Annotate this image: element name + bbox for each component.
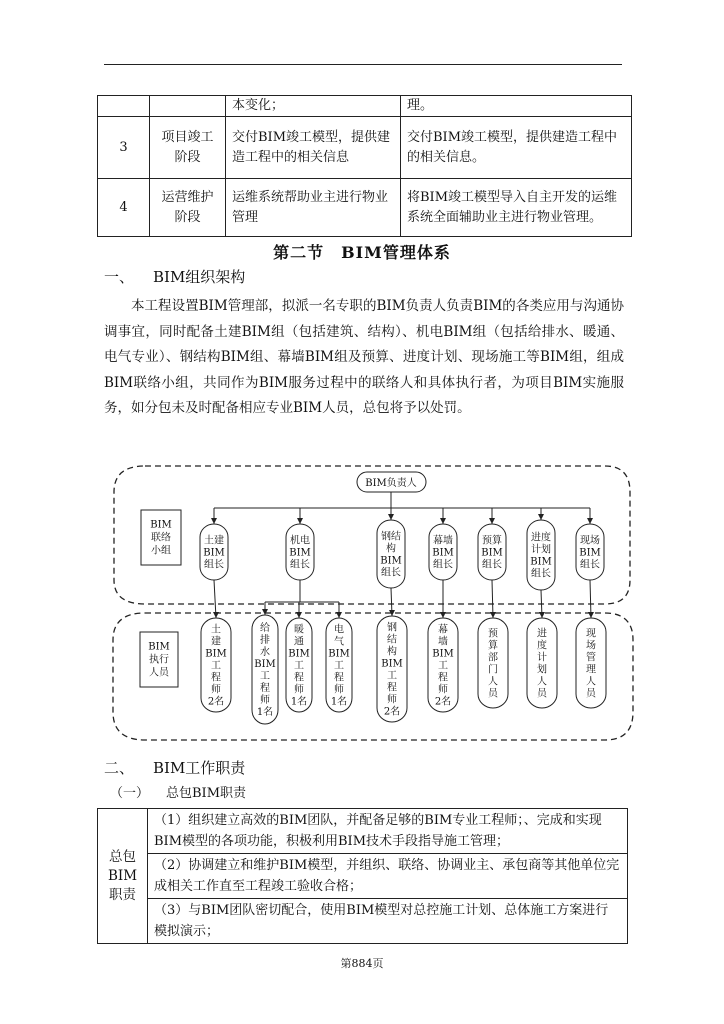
- heading-3-number: （一）: [110, 786, 150, 801]
- liaison-label-line: 联络: [151, 532, 171, 544]
- staff-nodes: [201, 615, 606, 724]
- leader-node-label: BIM: [481, 547, 503, 559]
- staff-node-label: 程: [211, 672, 221, 684]
- duty-item: （2）协调建立和维护BIM模型，并组织、联络、协调业主、承包商等其他单位完成相关工作直至工程竣工验收合格；: [148, 854, 628, 899]
- head-label: BIM负责人: [365, 478, 417, 489]
- staff-node-label: 排: [260, 635, 270, 646]
- staff-node: [201, 618, 231, 712]
- staff-node-label: 师: [211, 684, 221, 696]
- arrowhead: [538, 514, 544, 520]
- duties-label-text: 总包 BIM 职责: [107, 848, 138, 903]
- arrowhead: [588, 612, 594, 618]
- staff-node: [527, 618, 557, 708]
- staff-node: [286, 618, 312, 712]
- liaison-label: [150, 520, 172, 557]
- staff-node-label: 工: [211, 660, 221, 672]
- leader-nodes: [200, 520, 604, 590]
- staff-node-label: 工: [387, 670, 397, 682]
- page-number: 第884页: [340, 957, 384, 970]
- content-cell: 本变化；: [226, 96, 401, 117]
- row-number: 4: [98, 179, 150, 237]
- content-cell: 运维系统帮助业主进行物业管理: [226, 179, 401, 237]
- leader-node: [576, 524, 604, 580]
- content-cell: 将BIM竣工模型导入自主开发的运维系统全面辅助业主进行物业管理。: [401, 179, 632, 237]
- arrowhead: [440, 518, 446, 524]
- content-cell: 理。: [401, 96, 632, 117]
- staff-node-label: 建: [211, 636, 221, 648]
- leader-node-label: BIM: [203, 547, 225, 559]
- leader-node-label: BIM: [432, 547, 454, 559]
- table-row: [98, 854, 628, 899]
- leader-node-label: 组长: [433, 559, 453, 571]
- exec-label: [148, 642, 170, 679]
- staff-node-label: 程: [294, 672, 304, 684]
- staff-node-label: 人: [488, 676, 498, 688]
- liaison-label-line: BIM: [150, 519, 172, 531]
- duty-item: （1）组织建立高效的BIM团队，并配备足够的BIM专业工程师；、完成和实现BIM模型的各项功能，积极利用BIM技术手段指导施工管理；: [148, 809, 628, 854]
- duties-label: [98, 809, 148, 944]
- phase-cell: 运营维护阶段: [150, 179, 226, 237]
- staff-node-label: 1名: [330, 696, 348, 708]
- arrowhead: [489, 518, 495, 524]
- arrowhead: [440, 612, 446, 618]
- arrowhead: [388, 514, 394, 520]
- paragraph-text: 本工程设置BIM管理部，拟派一名专职的BIM负责人负责BIM的各类应用与沟通协调事宜，同时配备土建BIM组（包括建筑、结构）、机电BIM组（包括给排水、暖通、电气专业）、钢结构BIM组、幕墙BIM组及预算、进度计划、现场施工等BIM组，组成BIM联络小组，共同作为BIM服务过程中的联络人和具体执行者，为项目BIM实施服务，如分包未及时配备相应专业BIM人员，总包将予以处罚。: [104, 298, 624, 416]
- staff-node-label: 2名: [383, 706, 401, 718]
- staff-node-label: 预: [488, 628, 498, 640]
- staff-node-label: 门: [488, 664, 498, 676]
- section-title: 第二节 BIM管理体系: [273, 243, 451, 262]
- staff-node-label: 工: [294, 660, 304, 672]
- staff-node-label: BIM: [328, 648, 350, 660]
- staff-node-label: 计: [537, 652, 547, 664]
- leader-node-label: 现场: [580, 535, 600, 547]
- row-number: 3: [98, 117, 150, 179]
- staff-node-label: BIM: [205, 648, 227, 660]
- table-row: [98, 899, 628, 944]
- staff-node: [326, 618, 352, 712]
- heading-1-number: 一、: [104, 268, 135, 286]
- staff-node-label: 程: [387, 682, 397, 694]
- leader-node-label: 组长: [482, 559, 502, 571]
- staff-node-label: 钢: [387, 622, 397, 634]
- staff-node-label: 暖: [294, 624, 304, 636]
- staff-node-label: 管: [586, 652, 596, 664]
- leader-node: [286, 524, 314, 580]
- staff-node-label: 人: [537, 676, 547, 688]
- leader-node-label: 组长: [290, 559, 310, 571]
- arrowhead: [262, 609, 268, 615]
- leader-node: [429, 524, 457, 580]
- leader-node-label: 组长: [531, 568, 551, 580]
- staff-node-label: 1名: [256, 707, 274, 718]
- arrowhead: [490, 612, 496, 618]
- staff-node-label: 进: [537, 628, 547, 640]
- staff-node-label: 工: [438, 660, 448, 672]
- staff-node-label: 现: [586, 628, 596, 640]
- staff-node-label: 电: [334, 624, 344, 636]
- leader-node-label: 计划: [531, 544, 551, 556]
- staff-node-label: 水: [260, 647, 270, 658]
- staff-node-label: 师: [334, 684, 344, 696]
- leader-node-label: 组长: [381, 567, 401, 579]
- heading-1-text: BIM组织架构: [153, 268, 246, 286]
- staff-node: [478, 618, 508, 708]
- staff-node-label: 工: [260, 671, 270, 682]
- staff-node-label: 构: [387, 646, 397, 658]
- staff-node-label: 员: [586, 688, 596, 700]
- staff-node: [377, 616, 407, 722]
- arrowhead: [587, 518, 593, 524]
- duties-table: [97, 808, 628, 944]
- staff-node-label: 程: [260, 683, 270, 694]
- staff-node-label: 程: [334, 672, 344, 684]
- staff-node-label: BIM: [288, 648, 310, 660]
- staff-node-label: 员: [537, 688, 547, 700]
- arrowhead: [336, 612, 342, 618]
- heading-2-number: 二、: [104, 759, 135, 777]
- staff-node-label: 工: [334, 660, 344, 672]
- staff-node-label: 1名: [290, 696, 308, 708]
- duty-item: （3）与BIM团队密切配合，使用BIM模型对总控施工计划、总体施工方案进行模拟演示；: [148, 899, 628, 944]
- table-row: [98, 809, 628, 854]
- leader-node-label: BIM: [289, 547, 311, 559]
- leader-node: [200, 524, 228, 580]
- staff-node-label: 理: [586, 664, 596, 676]
- leader-node-label: 组长: [580, 559, 600, 571]
- staff-node-label: 算: [488, 640, 498, 652]
- leader-node-label: 进度: [531, 532, 551, 544]
- content-cell: 交付BIM竣工模型，提供建造工程中的相关信息。: [401, 117, 632, 179]
- arrowhead: [211, 518, 217, 524]
- staff-node-label: 师: [387, 694, 397, 706]
- staff-node-label: 结: [387, 634, 397, 646]
- leader-node-label: 组长: [204, 559, 224, 571]
- staff-node-label: 2名: [207, 696, 225, 708]
- content-cell: 交付BIM竣工模型，提供建造工程中的相关信息: [226, 117, 401, 179]
- staff-node-label: BIM: [381, 658, 403, 670]
- arrowhead: [539, 612, 545, 618]
- arrowhead: [213, 612, 219, 618]
- staff-node-label: 度: [537, 640, 547, 652]
- exec-label-line: 执行: [149, 654, 169, 666]
- staff-node-label: BIM: [432, 648, 454, 660]
- arrowhead: [297, 518, 303, 524]
- staff-node-label: 2名: [434, 696, 452, 708]
- leader-node-label: BIM: [530, 556, 552, 568]
- staff-node-label: 师: [294, 684, 304, 696]
- leader-node: [527, 520, 555, 590]
- staff-node-label: 划: [537, 664, 547, 676]
- leader-node-label: 构: [386, 543, 396, 555]
- staff-node-label: 程: [438, 672, 448, 684]
- staff-node-label: 墙: [438, 636, 448, 648]
- leader-node-label: 钢结: [381, 531, 401, 543]
- staff-node-label: 师: [438, 684, 448, 696]
- staff-node: [252, 615, 278, 724]
- leader-node-label: 预算: [482, 535, 502, 547]
- staff-node-label: 场: [586, 640, 596, 652]
- staff-node-label: 师: [260, 695, 270, 706]
- staff-node-label: 气: [334, 636, 344, 648]
- arrowhead: [296, 612, 302, 618]
- staff-node-label: 人: [586, 676, 596, 688]
- staff-node-label: 员: [488, 688, 498, 700]
- leader-node: [478, 524, 506, 580]
- staff-node-label: BIM: [254, 659, 276, 670]
- staff-node-label: 部: [488, 652, 498, 664]
- heading-3-text: 总包BIM职责: [166, 786, 246, 801]
- heading-2-text: BIM工作职责: [153, 759, 246, 777]
- staff-node-label: 给: [260, 623, 270, 634]
- staff-node-label: 幕: [438, 624, 448, 636]
- leader-node-label: 机电: [290, 535, 310, 547]
- staff-node: [576, 618, 606, 708]
- leader-node: [377, 520, 405, 588]
- leader-node-label: 幕墙: [433, 535, 453, 547]
- exec-label-line: 人员: [149, 667, 169, 679]
- staff-node-label: 通: [294, 636, 304, 648]
- leader-node-label: 土建: [204, 535, 224, 547]
- leader-node-label: BIM: [380, 555, 402, 567]
- staff-node-label: 土: [211, 624, 221, 636]
- exec-label-line: BIM: [148, 641, 170, 653]
- phase-cell: 项目竣工阶段: [150, 117, 226, 179]
- liaison-label-line: 小组: [151, 545, 171, 557]
- staff-node: [428, 618, 458, 712]
- leader-node-label: BIM: [579, 547, 601, 559]
